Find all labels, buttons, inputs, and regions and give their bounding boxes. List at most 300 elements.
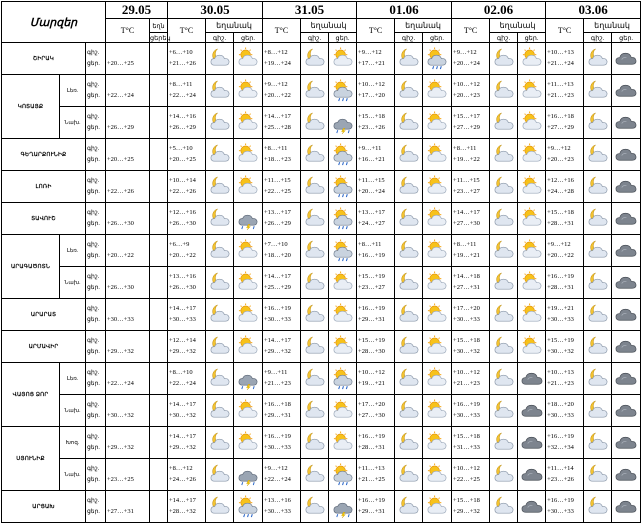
region-name: ՍՅՈՒՆԻՔ bbox=[2, 427, 60, 491]
day-weather-cell bbox=[518, 203, 546, 235]
night-temp: +13…+17 bbox=[264, 209, 291, 216]
day-temp: +20…+24 bbox=[358, 187, 385, 195]
weather-header: եղն bbox=[150, 19, 168, 33]
temp-cell bbox=[452, 171, 490, 203]
moon-cloud-icon bbox=[398, 271, 420, 295]
night-weather-cell bbox=[490, 267, 518, 299]
night-label: գիշ. bbox=[87, 306, 100, 312]
night-weather-cell bbox=[301, 139, 329, 171]
night-weather-cell bbox=[395, 171, 423, 203]
day-temp: +20…+22 bbox=[107, 251, 134, 259]
temp-cell bbox=[452, 331, 490, 363]
day-temp: +29…+32 bbox=[107, 347, 134, 355]
night-weather-cell bbox=[395, 203, 423, 235]
moon-cloud-icon bbox=[398, 47, 420, 71]
day-weather-cell bbox=[234, 491, 263, 523]
temp-cell bbox=[357, 267, 395, 299]
sun-cloud-icon bbox=[521, 207, 543, 231]
day-weather-cell bbox=[234, 363, 263, 395]
night-weather-cell bbox=[395, 75, 423, 107]
temp-cell bbox=[546, 235, 584, 267]
day-temp: +19…+24 bbox=[264, 59, 291, 67]
moon-cloud-icon bbox=[209, 143, 231, 167]
night-temp: +15…+18 bbox=[453, 497, 480, 504]
night-temp: +14…+17 bbox=[264, 113, 291, 120]
day-temp: +24…+26 bbox=[169, 475, 196, 483]
day-weather-cell bbox=[234, 75, 263, 107]
subregion-label: Խոզ. bbox=[60, 427, 86, 459]
day-weather-cell bbox=[423, 331, 452, 363]
day-temp: +26…+30 bbox=[107, 283, 134, 291]
sun-cloud-rain-icon bbox=[332, 207, 354, 231]
temp-cell bbox=[168, 299, 206, 331]
day-temp: +22…+24 bbox=[264, 475, 291, 483]
night-temp: +15…+18 bbox=[453, 337, 480, 344]
day-temp: +29…+32 bbox=[264, 347, 291, 355]
moon-cloud-icon bbox=[587, 495, 609, 519]
subregion-label: Լեռ. bbox=[60, 363, 86, 395]
temp-cell bbox=[546, 267, 584, 299]
night-weather-cell bbox=[395, 139, 423, 171]
night-weather-cell bbox=[584, 363, 612, 395]
night-weather-cell bbox=[490, 395, 518, 427]
night-weather-cell bbox=[206, 139, 234, 171]
weather-cell bbox=[150, 139, 168, 171]
temp-cell bbox=[357, 331, 395, 363]
sun-cloud-icon bbox=[426, 399, 448, 423]
sun-cloud-icon bbox=[237, 303, 259, 327]
moon-cloud-icon bbox=[587, 79, 609, 103]
temp-cell bbox=[263, 235, 301, 267]
night-weather-cell bbox=[206, 491, 234, 523]
moon-cloud-icon bbox=[493, 239, 515, 263]
day-temp: +16…+19 bbox=[358, 251, 385, 259]
cloud-icon bbox=[615, 111, 637, 135]
day-weather-cell bbox=[423, 171, 452, 203]
day-label: ցեր. bbox=[87, 156, 100, 163]
temp-cell bbox=[546, 171, 584, 203]
temp-cell bbox=[263, 331, 301, 363]
day-label: ցեր. bbox=[87, 92, 100, 99]
day-weather-cell bbox=[234, 203, 263, 235]
temp-cell bbox=[546, 299, 584, 331]
temp-cell bbox=[357, 203, 395, 235]
cloud-icon bbox=[615, 239, 637, 263]
temp-cell bbox=[263, 107, 301, 139]
temp-cell bbox=[106, 203, 150, 235]
day-weather-cell bbox=[329, 171, 357, 203]
region-row bbox=[2, 459, 641, 491]
night-temp: +10…+13 bbox=[547, 49, 574, 56]
sun-cloud-icon bbox=[332, 271, 354, 295]
sun-cloud-icon bbox=[237, 271, 259, 295]
night-weather-cell bbox=[301, 267, 329, 299]
night-weather-cell bbox=[490, 43, 518, 75]
moon-cloud-icon bbox=[209, 431, 231, 455]
night-weather-cell bbox=[395, 299, 423, 331]
sun-cloud-icon bbox=[426, 303, 448, 327]
weather-header: եղանակ bbox=[301, 19, 357, 33]
moon-cloud-icon bbox=[587, 367, 609, 391]
night-weather-cell bbox=[301, 331, 329, 363]
sun-cloud-icon bbox=[521, 303, 543, 327]
moon-cloud-icon bbox=[493, 399, 515, 423]
day-weather-cell bbox=[423, 427, 452, 459]
day-temp: +22…+26 bbox=[169, 187, 196, 195]
temp-cell bbox=[263, 203, 301, 235]
weather-cell bbox=[150, 491, 168, 523]
moon-cloud-icon bbox=[209, 303, 231, 327]
temp-cell bbox=[168, 235, 206, 267]
moon-cloud-icon bbox=[304, 79, 326, 103]
night-temp: +14…+17 bbox=[264, 337, 291, 344]
sun-cloud-icon bbox=[237, 399, 259, 423]
cloud-icon bbox=[615, 79, 637, 103]
temp-cell bbox=[452, 363, 490, 395]
period-labels bbox=[86, 395, 106, 427]
region-name: ԳԵՂԱՐՔՈՒՆԻՔ bbox=[2, 139, 86, 171]
sun-cloud-rain-icon bbox=[332, 463, 354, 487]
day-temp: +30…+32 bbox=[169, 411, 196, 419]
temp-cell bbox=[452, 139, 490, 171]
temp-cell bbox=[546, 427, 584, 459]
moon-cloud-icon bbox=[587, 47, 609, 71]
night-weather-cell bbox=[395, 459, 423, 491]
day-weather-cell bbox=[234, 235, 263, 267]
night-label: գիշ. bbox=[87, 210, 100, 216]
weather-cell bbox=[150, 43, 168, 75]
night-weather-cell bbox=[584, 235, 612, 267]
moon-cloud-icon bbox=[587, 239, 609, 263]
day-temp: +25…+28 bbox=[264, 123, 291, 131]
temp-cell bbox=[452, 43, 490, 75]
weather-cell bbox=[150, 395, 168, 427]
forecast-table bbox=[1, 1, 641, 523]
night-temp: +15…+18 bbox=[547, 209, 574, 216]
cloud-icon bbox=[521, 463, 543, 487]
date-header: 29.05 bbox=[106, 2, 168, 19]
forecast-body bbox=[2, 43, 641, 523]
temp-cell bbox=[263, 363, 301, 395]
night-temp: +8…+12 bbox=[264, 49, 288, 56]
moon-cloud-icon bbox=[209, 463, 231, 487]
weather-cell bbox=[150, 235, 168, 267]
night-label: գիշ. bbox=[87, 242, 100, 248]
day-temp: +20…+25 bbox=[107, 155, 134, 163]
sun-cloud-icon bbox=[426, 431, 448, 455]
day-temp: +22…+25 bbox=[453, 475, 480, 483]
cloud-icon bbox=[521, 367, 543, 391]
temp-header: T°C bbox=[263, 19, 301, 43]
night-temp: +16…+19 bbox=[264, 433, 291, 440]
period-labels bbox=[86, 235, 106, 267]
day-temp: +20…+22 bbox=[169, 251, 196, 259]
moon-cloud-icon bbox=[398, 303, 420, 327]
night-temp: +18…+20 bbox=[547, 401, 574, 408]
night-temp: +9…+12 bbox=[264, 465, 288, 472]
night-weather-cell bbox=[206, 395, 234, 427]
moon-cloud-icon bbox=[304, 335, 326, 359]
night-weather-cell bbox=[395, 427, 423, 459]
temp-cell bbox=[168, 427, 206, 459]
moon-cloud-icon bbox=[398, 143, 420, 167]
temp-cell bbox=[106, 267, 150, 299]
night-temp: +12…+16 bbox=[169, 209, 196, 216]
day-temp: +20…+25 bbox=[107, 59, 134, 67]
day-label: ցեր. bbox=[87, 444, 100, 451]
moon-cloud-icon bbox=[493, 367, 515, 391]
moon-cloud-icon bbox=[304, 303, 326, 327]
day-weather-cell bbox=[423, 139, 452, 171]
day-weather-cell bbox=[329, 267, 357, 299]
sun-cloud-icon bbox=[426, 175, 448, 199]
night-temp: +14…+18 bbox=[453, 273, 480, 280]
sun-cloud-icon bbox=[237, 431, 259, 455]
night-weather-cell bbox=[584, 203, 612, 235]
night-weather-cell bbox=[584, 427, 612, 459]
temp-cell bbox=[106, 139, 150, 171]
night-temp: +10…+12 bbox=[453, 369, 480, 376]
day-weather-cell bbox=[234, 427, 263, 459]
night-weather-cell bbox=[301, 235, 329, 267]
sun-cloud-icon bbox=[426, 111, 448, 135]
day-temp: +30…+33 bbox=[453, 315, 480, 323]
weather-header: եղանակ bbox=[206, 19, 263, 33]
night-temp: +11…+15 bbox=[453, 177, 480, 184]
moon-cloud-icon bbox=[209, 271, 231, 295]
night-weather-cell bbox=[395, 43, 423, 75]
temp-cell bbox=[106, 491, 150, 523]
day-temp: +30…+33 bbox=[547, 411, 574, 419]
day-temp: +23…+25 bbox=[107, 475, 134, 483]
temp-header: T°C bbox=[357, 19, 395, 43]
night-temp: +11…+15 bbox=[264, 177, 291, 184]
temp-cell bbox=[168, 491, 206, 523]
day-weather-cell bbox=[423, 267, 452, 299]
night-temp: +16…+19 bbox=[547, 433, 574, 440]
night-label: գիշ. bbox=[87, 82, 100, 88]
day-temp: +21…+25 bbox=[358, 475, 385, 483]
day-weather-cell bbox=[612, 171, 641, 203]
sun-cloud-icon bbox=[521, 143, 543, 167]
day-weather-cell bbox=[329, 331, 357, 363]
day-temp: +18…+23 bbox=[264, 155, 291, 163]
period-labels bbox=[86, 427, 106, 459]
period-labels bbox=[86, 267, 106, 299]
moon-cloud-icon bbox=[304, 367, 326, 391]
region-name: ՏԱՎՈՒՇ bbox=[2, 203, 86, 235]
sun-cloud-icon bbox=[521, 335, 543, 359]
temp-cell bbox=[452, 459, 490, 491]
night-weather-cell bbox=[301, 299, 329, 331]
day-weather-cell bbox=[423, 107, 452, 139]
day-temp: +29…+31 bbox=[358, 507, 385, 515]
moon-cloud-icon bbox=[493, 303, 515, 327]
moon-cloud-icon bbox=[304, 399, 326, 423]
sun-cloud-icon bbox=[426, 207, 448, 231]
night-weather-cell bbox=[584, 139, 612, 171]
temp-cell bbox=[168, 107, 206, 139]
cloud-icon bbox=[615, 303, 637, 327]
day-temp: +22…+24 bbox=[169, 379, 196, 387]
moon-cloud-icon bbox=[304, 239, 326, 263]
day-weather-cell bbox=[518, 75, 546, 107]
day-weather-cell bbox=[612, 363, 641, 395]
cloud-icon bbox=[615, 495, 637, 519]
region-name: ԼՈՌԻ bbox=[2, 171, 86, 203]
night-label: գիշ. bbox=[87, 498, 100, 504]
day-weather-cell bbox=[518, 299, 546, 331]
night-weather-cell bbox=[584, 267, 612, 299]
day-temp: +22…+24 bbox=[107, 91, 134, 99]
day-temp: +30…+33 bbox=[107, 315, 134, 323]
day-label: ցեր. bbox=[87, 60, 100, 67]
night-temp: +13…+16 bbox=[169, 273, 196, 280]
night-weather-cell bbox=[395, 267, 423, 299]
weather-cell bbox=[150, 427, 168, 459]
temp-cell bbox=[263, 491, 301, 523]
night-temp: +13…+17 bbox=[358, 209, 385, 216]
temp-cell bbox=[263, 299, 301, 331]
day-temp: +27…+31 bbox=[107, 507, 134, 515]
day-temp: +23…+27 bbox=[358, 283, 385, 291]
moon-cloud-icon bbox=[398, 431, 420, 455]
day-weather-cell bbox=[423, 75, 452, 107]
day-temp: +26…+29 bbox=[107, 123, 134, 131]
period-labels bbox=[86, 299, 106, 331]
day-temp: +32…+34 bbox=[547, 443, 574, 451]
region-row bbox=[2, 491, 641, 523]
day-temp: +30…+32 bbox=[547, 347, 574, 355]
night-weather-cell bbox=[206, 459, 234, 491]
day-temp: +28…+31 bbox=[547, 283, 574, 291]
sun-cloud-icon bbox=[426, 463, 448, 487]
moon-cloud-icon bbox=[209, 335, 231, 359]
temp-cell bbox=[106, 235, 150, 267]
day-header: ցեր. bbox=[518, 33, 546, 43]
weather-header: եղանակ bbox=[584, 19, 641, 33]
moon-cloud-icon bbox=[209, 495, 231, 519]
cloud-icon bbox=[615, 175, 637, 199]
cloud-icon bbox=[615, 271, 637, 295]
period-labels bbox=[86, 331, 106, 363]
day-temp: +20…+24 bbox=[453, 59, 480, 67]
day-temp: +30…+32 bbox=[107, 411, 134, 419]
day-weather-cell bbox=[518, 459, 546, 491]
night-temp: +8…+11 bbox=[453, 145, 477, 152]
night-weather-cell bbox=[490, 459, 518, 491]
night-temp: +8…+11 bbox=[264, 145, 288, 152]
temp-cell bbox=[546, 331, 584, 363]
night-temp: +15…+19 bbox=[358, 337, 385, 344]
night-temp: +11…+15 bbox=[358, 177, 385, 184]
sun-cloud-rain-icon bbox=[426, 47, 448, 71]
temp-cell bbox=[263, 75, 301, 107]
day-temp: +19…+21 bbox=[358, 379, 385, 387]
temp-cell bbox=[452, 299, 490, 331]
region-row bbox=[2, 235, 641, 267]
night-temp: +16…+19 bbox=[453, 401, 480, 408]
night-weather-cell bbox=[584, 331, 612, 363]
sun-cloud-icon bbox=[426, 143, 448, 167]
weather-cell bbox=[150, 363, 168, 395]
date-header: 02.06 bbox=[452, 2, 546, 19]
night-temp: +12…+16 bbox=[547, 177, 574, 184]
day-weather-cell bbox=[329, 139, 357, 171]
day-temp: +26…+30 bbox=[107, 219, 134, 227]
temp-cell bbox=[263, 427, 301, 459]
moon-cloud-icon bbox=[493, 495, 515, 519]
sun-cloud-icon bbox=[521, 79, 543, 103]
temp-cell bbox=[452, 107, 490, 139]
day-weather-cell bbox=[329, 395, 357, 427]
moon-cloud-icon bbox=[209, 79, 231, 103]
day-label: ցեր. bbox=[87, 220, 100, 227]
night-weather-cell bbox=[584, 459, 612, 491]
date-header: 31.05 bbox=[263, 2, 357, 19]
moon-cloud-icon bbox=[398, 175, 420, 199]
temp-cell bbox=[106, 331, 150, 363]
night-temp: +14…+16 bbox=[169, 113, 196, 120]
date-header: 30.05 bbox=[168, 2, 263, 19]
day-weather-cell bbox=[518, 171, 546, 203]
day-weather-cell bbox=[612, 203, 641, 235]
sun-cloud-icon bbox=[237, 143, 259, 167]
night-temp: +16…+19 bbox=[264, 305, 291, 312]
temp-cell bbox=[546, 75, 584, 107]
night-temp: +8…+11 bbox=[358, 241, 382, 248]
moon-cloud-icon bbox=[398, 463, 420, 487]
temp-cell bbox=[106, 75, 150, 107]
day-weather-cell bbox=[612, 75, 641, 107]
night-weather-cell bbox=[206, 299, 234, 331]
night-weather-cell bbox=[206, 203, 234, 235]
weather-cell bbox=[150, 459, 168, 491]
night-temp: +7…+10 bbox=[264, 241, 288, 248]
night-temp: +11…+13 bbox=[358, 465, 385, 472]
day-weather-cell bbox=[423, 491, 452, 523]
region-name: ԱՐՑԱԽ bbox=[2, 491, 86, 523]
storm-icon bbox=[332, 111, 354, 135]
night-temp: +10…+12 bbox=[358, 81, 385, 88]
day-temp: +19…+21 bbox=[453, 251, 480, 259]
day-temp: +27…+29 bbox=[453, 123, 480, 131]
day-weather-cell bbox=[329, 427, 357, 459]
temp-cell bbox=[263, 139, 301, 171]
night-temp: +14…+17 bbox=[169, 497, 196, 504]
night-label: գիշ. bbox=[87, 274, 100, 280]
night-weather-cell bbox=[490, 491, 518, 523]
sun-cloud-icon bbox=[521, 239, 543, 263]
night-temp: +16…+18 bbox=[547, 113, 574, 120]
period-labels bbox=[86, 459, 106, 491]
night-label: գիշ. bbox=[87, 402, 100, 408]
night-temp: +9…+12 bbox=[453, 49, 477, 56]
night-weather-cell bbox=[206, 107, 234, 139]
temp-cell bbox=[106, 459, 150, 491]
day-temp: +22…+26 bbox=[107, 187, 134, 195]
region-name: ՇԻՐԱԿ bbox=[2, 43, 86, 75]
night-header: գիշ. bbox=[206, 33, 234, 43]
night-weather-cell bbox=[584, 491, 612, 523]
night-temp: +16…+19 bbox=[547, 497, 574, 504]
region-row bbox=[2, 331, 641, 363]
temp-cell bbox=[357, 459, 395, 491]
night-weather-cell bbox=[301, 171, 329, 203]
region-name: ՎԱՅՈՑ ՁՈՐ bbox=[2, 363, 60, 427]
temp-cell bbox=[357, 43, 395, 75]
night-temp: +9…+12 bbox=[547, 241, 571, 248]
